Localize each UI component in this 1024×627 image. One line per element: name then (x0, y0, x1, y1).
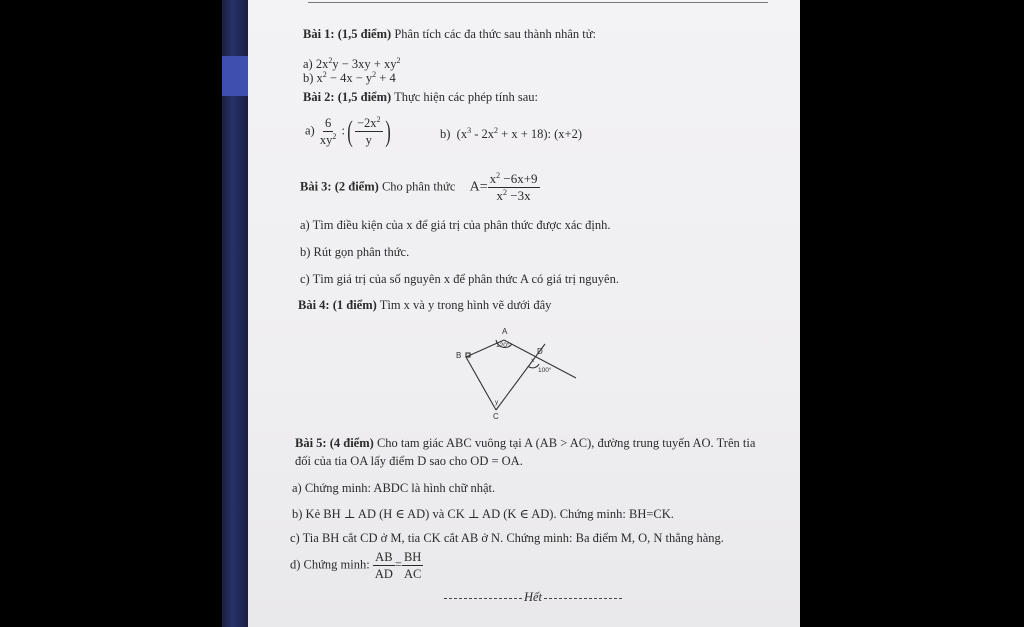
end-marker: Hết (438, 590, 628, 605)
exam-page (248, 0, 800, 627)
bai2-a-fraction-2: $\frac{-2x^2}{y}$ (356, 115, 381, 147)
bai4-figure (448, 322, 588, 422)
angle-d-label: 100° (538, 367, 552, 374)
bai5-part-a: a) Chứng minh: ABDC là hình chữ nhật. (292, 481, 496, 495)
bai5-line-2: đối của tia OA lấy điểm D sao cho OD = OA. (295, 454, 523, 468)
bai3-part-c: c) Tìm giá trị của số nguyên x để phân thức A có giá trị nguyên. (300, 272, 619, 286)
segment-bc (466, 357, 496, 410)
bai1-part-b: b) $x^2 - 4x - y^2 + 4$ (303, 70, 396, 85)
bai5-part-d: d) Chứng minh: $\frac{AB}{AD}$ = $\frac{BH}{AC}$ (290, 550, 422, 581)
bai2-text: Thực hiện các phép tính sau: (394, 90, 538, 104)
bai2-heading (303, 90, 538, 105)
bai1-part-a: a) $2x^2y - 3xy + xy^2$ (303, 56, 401, 71)
bai2-a-fraction-1: $\frac{6}{xy^2}$ (319, 116, 337, 147)
bai4-text: Tìm x và y trong hình vẽ dưới đây (379, 298, 552, 312)
bai3-label: Bài 3: (2 điểm) (300, 179, 379, 194)
bai3-text: Cho phân thức (381, 179, 456, 194)
bai5-text-1: Cho tam giác ABC vuông tại A (AB > AC), đường trung tuyến AO. Trên tia (376, 436, 756, 450)
angle-a-label: 120° (496, 342, 510, 349)
var-y-label: y (495, 399, 499, 406)
bai3-heading: Bài 3: (2 điểm) Cho phân thức A= $\frac{x^2 -6x+9}{x^2 -3x}$ (300, 171, 538, 203)
bai3-part-b: b) Rút gọn phân thức. (300, 245, 410, 259)
bai5-part-b: b) Kẻ BH ⊥ AD (H ∈ AD) và CK ⊥ AD (K ∈ AD). Chứng minh: BH=CK. (292, 507, 674, 521)
bai1-label: Bài 1: (1,5 điểm) (303, 27, 392, 41)
top-rule (308, 2, 768, 3)
vertex-c-label: C (493, 412, 499, 421)
bai4-label: Bài 4: (1 điểm) (298, 298, 377, 312)
var-x-label: x (531, 357, 535, 364)
bai5-d-fraction-1: $\frac{AB}{AD}$ (374, 550, 393, 581)
bai3-part-a: a) Tìm điều kiện của x để giá trị của phân thức được xác định. (300, 218, 611, 232)
bai2-label: Bài 2: (1,5 điểm) (303, 90, 392, 104)
bai5-d-fraction-2: $\frac{BH}{AC}$ (403, 550, 422, 581)
vertex-a-label: A (502, 327, 508, 336)
bai1-b-expression: $x^2 - 4x - y^2 + 4$ (316, 70, 396, 85)
bai5-line-1 (295, 436, 755, 451)
bai5-part-c: c) Tia BH cắt CD ở M, tia CK cắt AB ở N. Chứng minh: Ba điểm M, O, N thẳng hàng. (290, 531, 724, 545)
bai1-text: Phân tích các đa thức sau thành nhân tử: (394, 27, 596, 41)
bai2-part-a: a) $\frac{6}{xy^2}$ :( $\frac{-2x^2}{y}$ ) (305, 114, 391, 148)
bai2-part-b: b) $(x^3 - 2x^2 + x + 18)$: (x+2) (440, 126, 582, 141)
vertex-b-label: B (456, 351, 462, 360)
bai5-label: Bài 5: (4 điểm) (295, 436, 374, 450)
bai3-fraction: $\frac{x^2 -6x+9}{x^2 -3x}$ (489, 171, 538, 203)
bai4-heading (298, 298, 551, 313)
bai1-heading (303, 27, 596, 42)
bai1-a-expression: $2x^2y - 3xy + xy^2$ (315, 56, 401, 71)
vertex-d-label: D (537, 347, 543, 356)
